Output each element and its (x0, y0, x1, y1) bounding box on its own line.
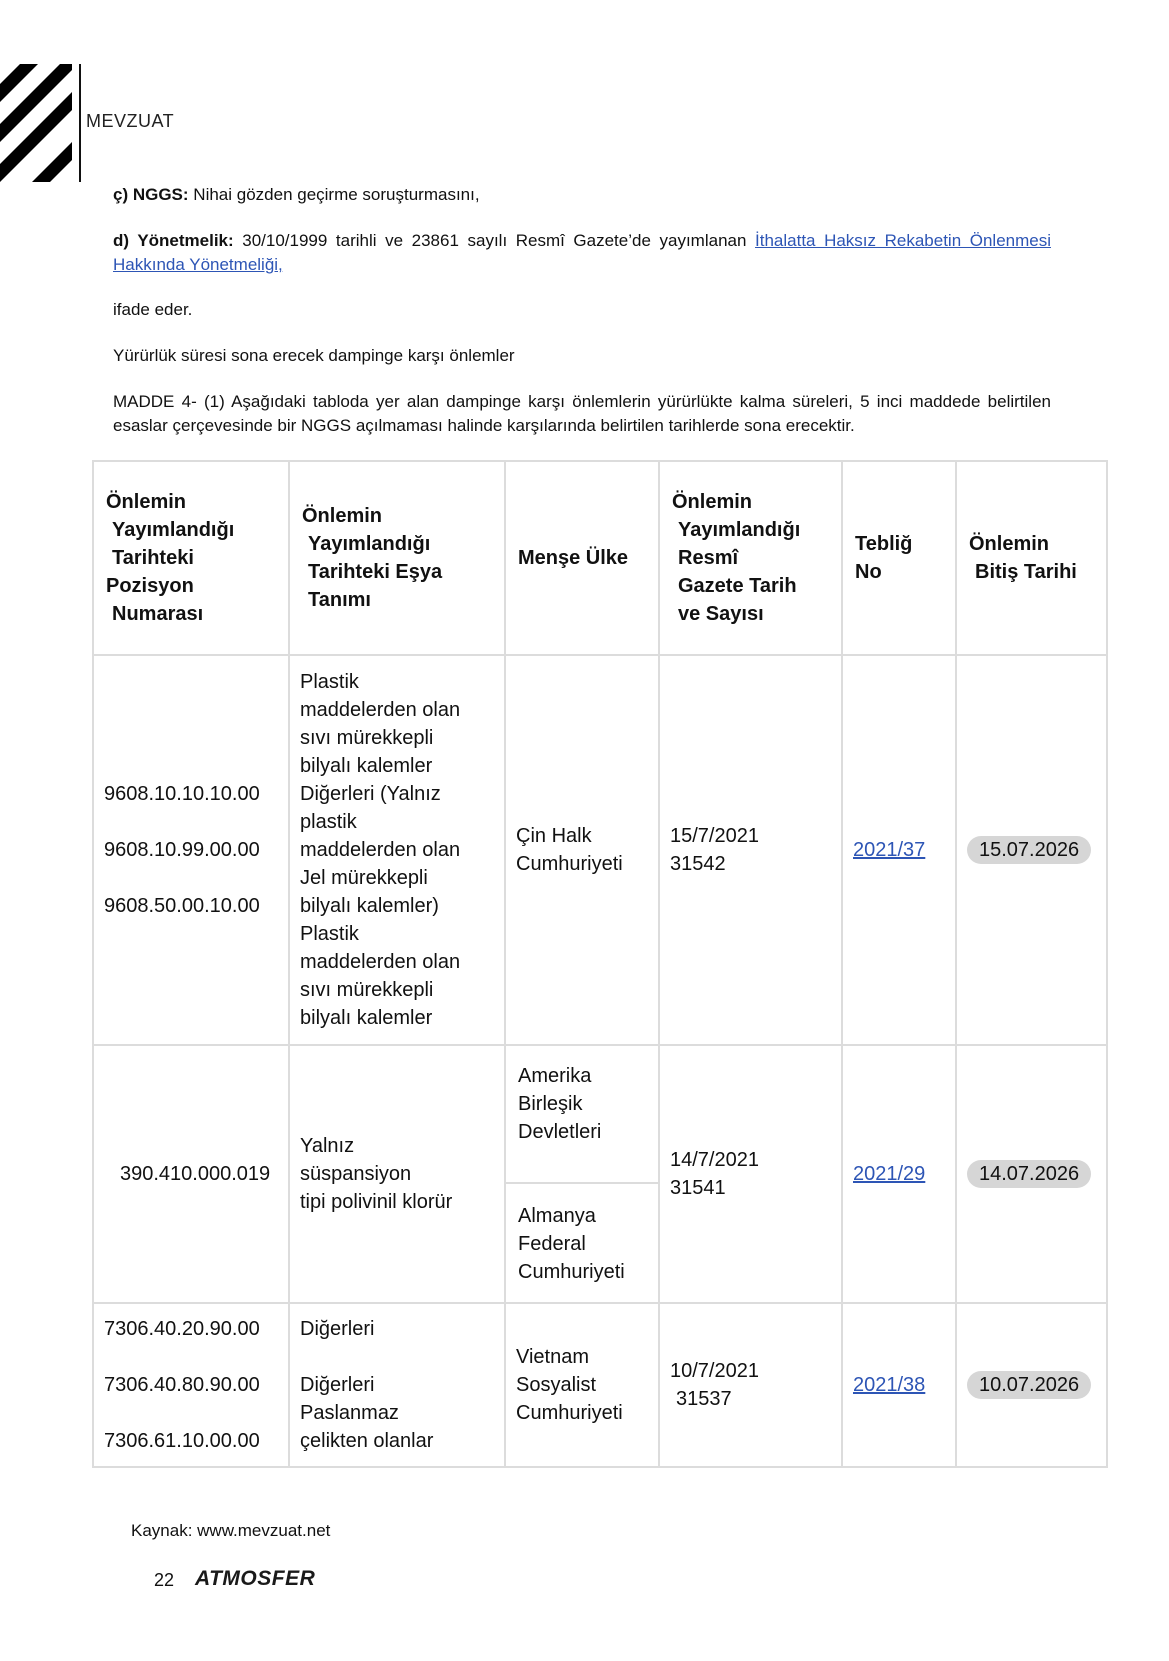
origin-country (505, 1045, 659, 1303)
end-date-cell (956, 655, 1107, 1045)
section-title: Yürürlük süresi sona erecek dampinge karşı önlemler (113, 346, 515, 365)
origin-country: Çin Halk Cumhuriyeti (505, 655, 659, 1045)
definition-c-text: Nihai gözden geçirme soruşturmasını, (188, 185, 480, 204)
communique-link[interactable]: 2021/29 (853, 1163, 926, 1185)
communique-cell (842, 1303, 956, 1467)
header-goods-description: Önlemin Yayımlandığı Tarihteki Eşya Tanımı (289, 461, 505, 655)
definition-c (113, 183, 1051, 207)
origin-country-germany: Almanya Federal Cumhuriyeti (506, 1182, 658, 1294)
definition-d (113, 229, 1051, 277)
origin-country-usa: Amerika Birleşik Devletleri (518, 1065, 602, 1143)
definition-d-term: d) Yönetmelik: (113, 231, 234, 250)
position-codes: 9608.10.10.10.00 9608.10.99.00.00 9608.50.00.10.00 (93, 655, 289, 1045)
header-end-date: Önlemin Bitiş Tarihi (956, 461, 1107, 655)
goods-description: Plastik maddelerden olan sıvı mürekkepli bilyalı kalemler Diğerleri (Yalnız plastik maddelerden olan Jel mürekkepli bilyalı kalemler) Plastik maddelerden olan sıvı mürekkepli bilyalı kalemler (289, 655, 505, 1045)
goods-description: Diğerleri Diğerleri Paslanmaz çelikten olanlar (289, 1303, 505, 1467)
table-row (93, 1045, 1107, 1303)
end-date-cell (956, 1045, 1107, 1303)
communique-link[interactable]: 2021/37 (853, 839, 926, 861)
header-origin-country: Menşe Ülke (505, 461, 659, 655)
communique-cell (842, 1045, 956, 1303)
header-label: MEVZUAT (86, 111, 175, 131)
gazette-date-number: 10/7/2021 31537 (659, 1303, 842, 1467)
ifade-text: ifade eder. (113, 300, 193, 319)
header-communique-no: Tebliğ No (842, 461, 956, 655)
table-row (93, 655, 1107, 1045)
header-gazette: Önlemin Yayımlandığı Resmî Gazete Tarih ve Sayısı (659, 461, 842, 655)
brand-logo: ATMOSFER (195, 1567, 316, 1590)
source-note: Kaynak: www.mevzuat.net (131, 1521, 331, 1540)
definition-c-term: ç) NGGS: (113, 185, 189, 204)
communique-link[interactable]: 2021/38 (853, 1374, 926, 1396)
table-row (93, 1303, 1107, 1467)
position-codes: 7306.40.20.90.00 7306.40.80.90.00 7306.61.10.00.00 (93, 1303, 289, 1467)
dumping-measures-table (92, 460, 1108, 1468)
definition-d-text: 30/10/1999 tarihli ve 23861 sayılı Resmî Gazete’de yayımlanan (233, 231, 756, 250)
header-position-number: Önlemin Yayımlandığı Tarihteki Pozisyon Numarası (93, 461, 289, 655)
goods-description: Yalnız süspansiyon tipi polivinil klorür (289, 1045, 505, 1303)
gazette-date-number: 15/7/2021 31542 (659, 655, 842, 1045)
regulation-link[interactable]: İthalatta Haksız Rekabetin Önlenmesi Hakkında Yönetmeliği, (113, 231, 1051, 274)
end-date-badge: 14.07.2026 (967, 1160, 1091, 1188)
origin-country: Vietnam Sosyalist Cumhuriyeti (505, 1303, 659, 1467)
header-divider (79, 64, 81, 182)
position-codes: 390.410.000.019 (93, 1045, 289, 1303)
end-date-badge: 15.07.2026 (967, 836, 1091, 864)
page-number: 22 (154, 1570, 175, 1590)
gazette-date-number: 14/7/2021 31541 (659, 1045, 842, 1303)
end-date-cell (956, 1303, 1107, 1467)
table-header-row (93, 461, 1107, 655)
article-4-text: MADDE 4- (1) Aşağıdaki tabloda yer alan dampinge karşı önlemlerin yürürlükte kalma süreleri, 5 inci maddede belirtilen esaslar çerçevesinde bir NGGS açılmaması halinde karşılarında belirtilen tarihlerde sona erecektir. (113, 392, 1051, 435)
end-date-badge: 10.07.2026 (967, 1371, 1091, 1399)
logo-stripes (0, 64, 72, 182)
communique-cell (842, 655, 956, 1045)
